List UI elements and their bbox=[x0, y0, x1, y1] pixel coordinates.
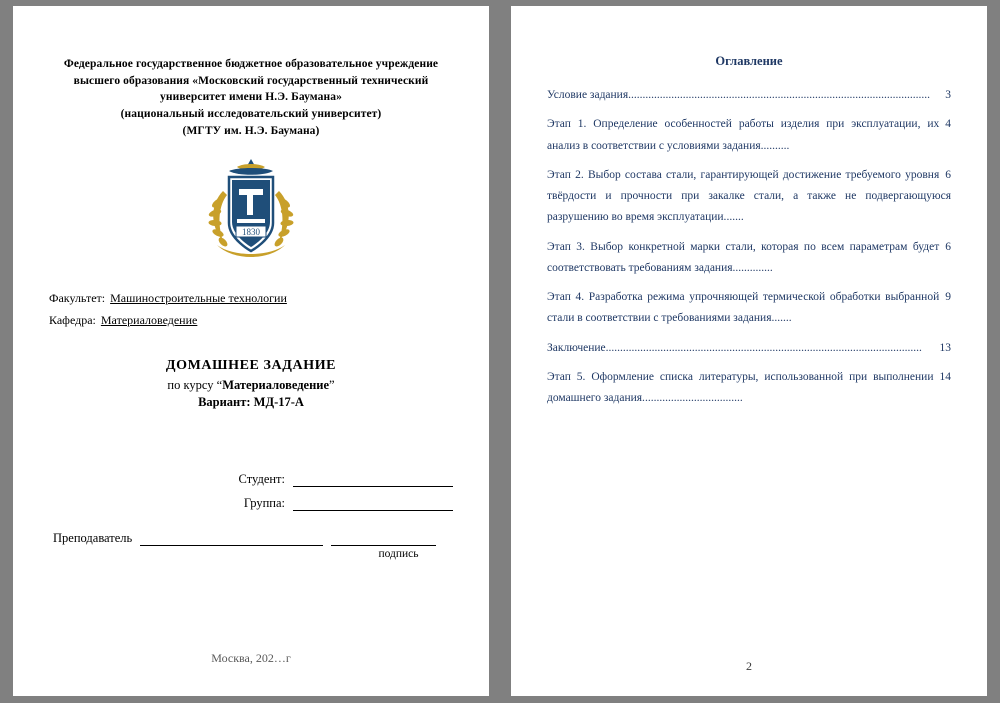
department-label: Кафедра: bbox=[49, 313, 96, 328]
toc-entry-page: 3 bbox=[945, 89, 951, 101]
assignment-title: ДОМАШНЕЕ ЗАДАНИЕ bbox=[165, 358, 337, 374]
toc-entry[interactable] bbox=[547, 114, 951, 157]
toc-entry-page: 6 bbox=[945, 168, 951, 181]
department-value: Материаловедение bbox=[100, 313, 198, 328]
faculty-row bbox=[49, 291, 453, 306]
toc-entry[interactable] bbox=[547, 165, 951, 229]
student-signature-line bbox=[293, 474, 453, 487]
faculty-value: Машиностроительные технологии bbox=[110, 291, 287, 306]
signature-area bbox=[49, 472, 453, 560]
course-suffix: ” bbox=[329, 378, 335, 393]
group-label: Группа: bbox=[243, 496, 285, 511]
toc-entry-text: Условие задания bbox=[547, 89, 629, 101]
toc-entry-leader-dots: ......................................................................................................... bbox=[628, 89, 930, 101]
signature-caption: подпись bbox=[378, 548, 419, 561]
faculty-label: Факультет: bbox=[49, 291, 106, 306]
toc-entry-leader-dots: ...... bbox=[774, 312, 792, 325]
student-label: Студент: bbox=[238, 472, 285, 487]
student-row bbox=[49, 472, 453, 487]
svg-text:1830: 1830 bbox=[242, 227, 260, 238]
toc-entry-leader-dots: ............. bbox=[735, 261, 773, 274]
faculty-department-fields bbox=[49, 291, 453, 328]
course-prefix: по курсу “ bbox=[167, 378, 223, 393]
teacher-row bbox=[49, 531, 453, 546]
university-line-2: высшего образования «Московский государственный технический bbox=[73, 74, 429, 87]
toc-entry-text: Этап 1. Определение особенностей работы изделия при эксплуатации, их анализ в соответствии с условиями задания. bbox=[547, 118, 940, 152]
toc-entry[interactable] bbox=[547, 85, 951, 106]
department-row bbox=[49, 313, 453, 328]
toc-entry-text: Этап 5. Оформление списка литературы, использованной при выполнении домашнего задания. bbox=[547, 370, 934, 405]
city-year-footer: Москва, 202…г bbox=[211, 651, 291, 665]
toc-entry[interactable] bbox=[547, 287, 951, 330]
toc-entry-text: Этап 3. Выбор конкретной марки стали, которая по всем параметрам будет соответствовать требованиям задания. bbox=[547, 240, 940, 274]
toc-entry[interactable] bbox=[547, 338, 951, 359]
group-line bbox=[293, 498, 453, 511]
teacher-name-line bbox=[140, 533, 323, 546]
university-line-1: Федеральное государственное бюджетное образовательное учреждение bbox=[63, 58, 439, 70]
toc-entry-page: 13 bbox=[939, 341, 951, 354]
toc-entry-page: 6 bbox=[945, 240, 951, 253]
group-row bbox=[49, 496, 453, 511]
toc-entry-text: Этап 2. Выбор состава стали, гарантирующей достижение требуемого уровня твёрдости и прочности при закалке стали, а также не подвергающуюся разрушению во время эксплуатации. bbox=[547, 168, 951, 224]
toc-entry-page: 9 bbox=[945, 291, 951, 304]
teacher-label: Преподаватель bbox=[53, 531, 133, 546]
toc-entry-page: 4 bbox=[945, 118, 951, 131]
university-line-4: (национальный исследовательский университет) bbox=[120, 108, 382, 121]
toc-list bbox=[547, 85, 951, 409]
university-line-5: (МГТУ им. Н.Э. Баумана) bbox=[182, 124, 320, 137]
toc-entry-page: 14 bbox=[939, 370, 951, 383]
table-of-contents-page bbox=[511, 6, 987, 696]
toc-heading: Оглавление bbox=[715, 54, 783, 68]
course-name: Материаловедение bbox=[222, 378, 330, 393]
toc-entry-leader-dots: ......... bbox=[763, 139, 790, 152]
toc-entry[interactable] bbox=[547, 237, 951, 280]
university-logo bbox=[49, 157, 453, 263]
toc-entry[interactable] bbox=[547, 367, 951, 410]
toc-entry-leader-dots: ...... bbox=[726, 211, 744, 224]
title-page bbox=[13, 6, 489, 696]
assignment-block bbox=[49, 358, 453, 410]
toc-entry-leader-dots: .............................................................................................................. bbox=[605, 341, 922, 354]
teacher-signature-line bbox=[331, 533, 436, 546]
toc-entry-leader-dots: .................................. bbox=[644, 392, 743, 405]
bauman-emblem-icon bbox=[203, 157, 299, 263]
course-line bbox=[49, 378, 453, 393]
variant-line: Вариант: МД-17-А bbox=[198, 395, 304, 410]
university-header bbox=[49, 56, 453, 139]
page-number: 2 bbox=[746, 659, 752, 673]
toc-entry-text: Этап 4. Разработка режима упрочняющей термической обработки выбранной стали в соответствии с требованиями задания. bbox=[547, 291, 940, 325]
university-line-3: университет имени Н.Э. Баумана» bbox=[160, 91, 342, 104]
toc-entry-text: Заключение bbox=[547, 341, 606, 354]
